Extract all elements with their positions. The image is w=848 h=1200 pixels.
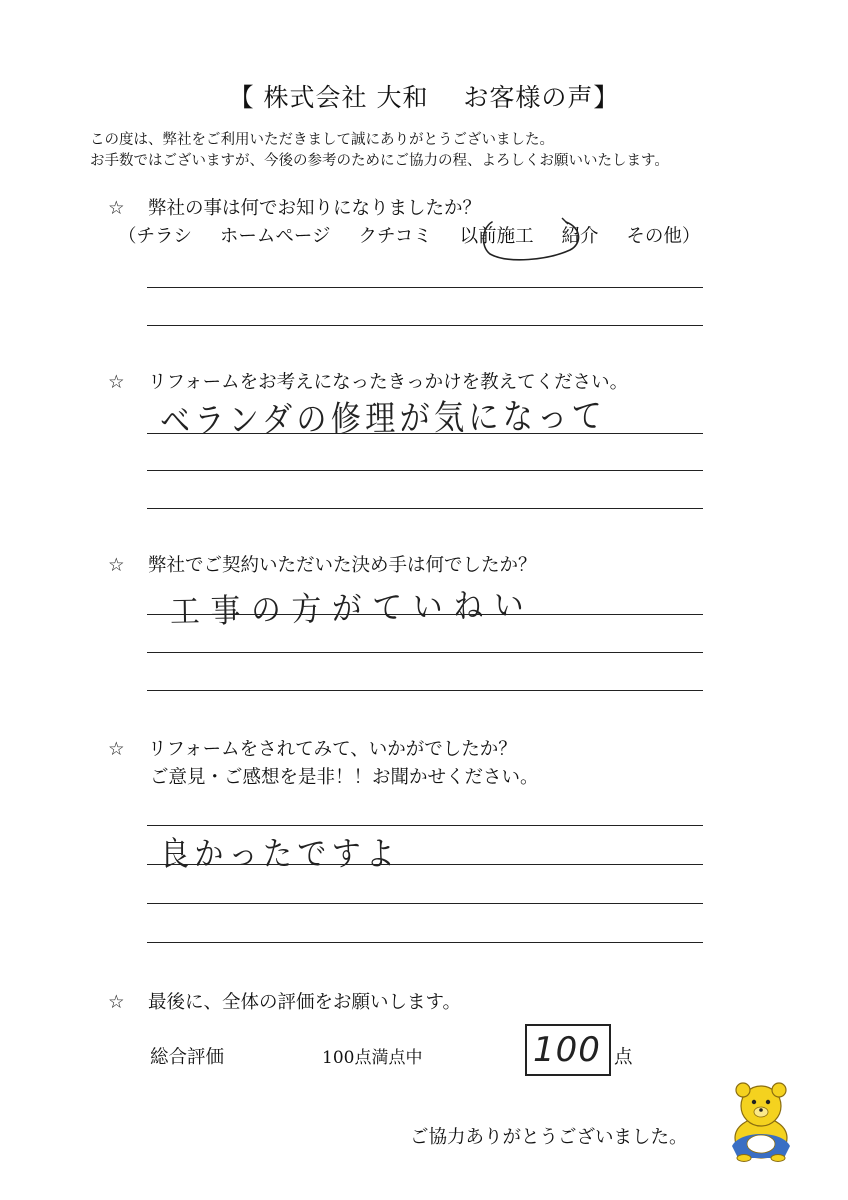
question-5 [108,988,461,1014]
intro-line-1: この度は、弊社をご利用いただきまして誠にありがとうございました。 [90,132,554,148]
question-1-options [118,222,700,248]
answer-line [147,864,703,865]
answer-line [147,508,703,509]
answer-line [147,652,703,653]
intro-line-2: お手数ではございますが、今後の参考のためにご協力の程、よろしくお願いいたします。 [90,153,669,169]
option-flyer: （チラシ [118,226,193,247]
handwritten-answer-3: 工事の方がていねい [169,584,535,631]
star-icon: ☆ [108,992,125,1013]
question-2-text: リフォームをお考えになったきっかけを教えてください。 [148,372,629,393]
question-1 [108,194,481,220]
question-3-text: 弊社でご契約いただいた決め手は何でしたか？ [148,555,537,576]
answer-line [147,325,703,326]
answer-line [147,942,703,943]
option-homepage: ホームページ [219,226,331,247]
star-icon: ☆ [108,372,125,393]
answer-line [147,614,703,615]
score-unit: 点 [614,1047,633,1068]
option-previous-work: 以前施工 [459,226,534,247]
option-word-of-mouth: クチコミ [358,226,432,247]
answer-line [147,825,703,826]
option-other: その他） [626,226,701,247]
star-icon: ☆ [108,739,125,760]
question-3 [108,551,537,577]
bear-mascot-icon [726,1080,796,1162]
question-4-line-2: ご意見・ご感想を是非！！お聞かせください。 [150,767,539,788]
handwritten-answer-2: ベランダの修理が気になって [159,396,607,442]
answer-line [147,470,703,471]
closing-message: ご協力ありがとうございました。 [410,1127,688,1148]
question-5-text: 最後に、全体の評価をお願いします。 [148,992,462,1013]
question-4-text: リフォームをされてみて、いかがでしたか？ [148,739,517,760]
answer-line [147,287,703,288]
answer-line [147,903,703,904]
answer-line [147,690,703,691]
option-referral: 紹介 [561,226,599,247]
star-icon: ☆ [108,555,125,576]
page-title: 【 株式会社 大和 お客様の声】 [228,83,620,112]
answer-line [147,433,703,434]
star-icon: ☆ [108,198,125,219]
question-1-text: 弊社の事は何でお知りになりましたか？ [148,198,482,219]
selection-circle [478,214,586,262]
overall-rating-label: 総合評価 [150,1047,225,1068]
handwritten-answer-4: 良かったですよ [160,834,401,873]
rating-scale: 100点満点中 [322,1048,423,1068]
question-4 [108,735,517,761]
handwritten-score: 100 [533,1030,601,1070]
